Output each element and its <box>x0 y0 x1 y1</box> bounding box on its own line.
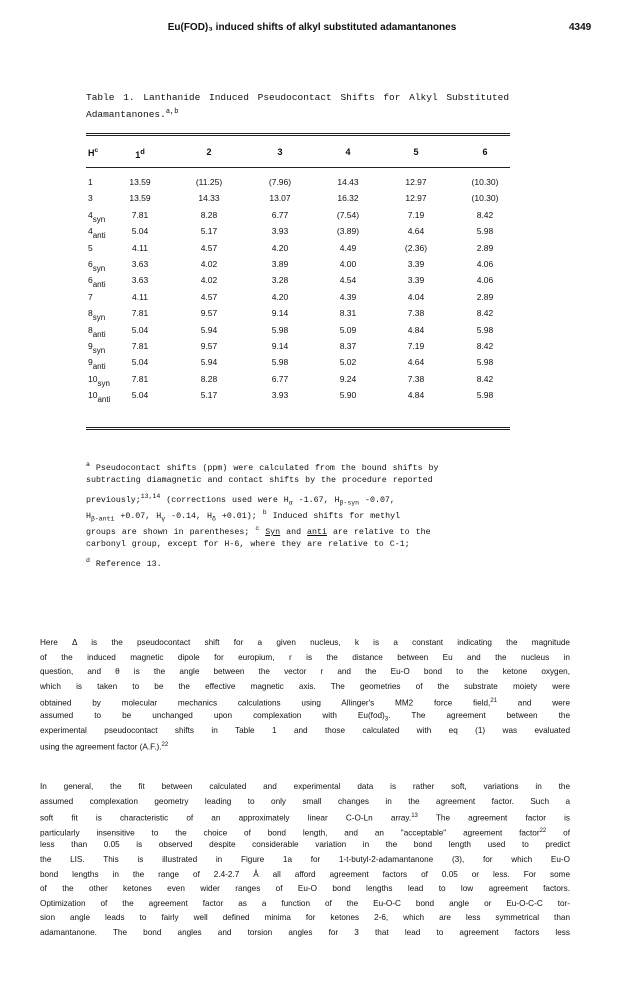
shift-value: 4.39 <box>339 291 357 302</box>
row-proton-label <box>88 324 106 339</box>
table-top-rule-2 <box>86 135 510 136</box>
proton-number: 4 <box>88 226 93 237</box>
text-line: assumed complexation geometry leading to only small changes in the agreement factor. Such a <box>40 796 570 806</box>
shift-value: 3.63 <box>131 275 149 286</box>
footnote-text: Induced shifts for methyl <box>272 511 401 521</box>
footnote-text: previously; <box>86 495 141 505</box>
shift-value: 5.04 <box>131 226 149 237</box>
text-line: sion angle leads to fairly well defined minima for ketones 2-6, which are less symmetrical than <box>40 913 570 923</box>
subscript: β-anti <box>90 515 115 523</box>
shift-value: 5.90 <box>339 390 357 401</box>
reference-marks: 13,14 <box>140 493 161 500</box>
row-proton-label <box>88 209 106 224</box>
shift-value: 4.54 <box>339 275 357 286</box>
footnote-text: and <box>286 527 302 537</box>
proton-number: 10 <box>88 390 98 401</box>
shift-value: 3.28 <box>271 275 289 286</box>
shift-value: 7.81 <box>131 308 149 319</box>
subscript: 3 <box>384 716 389 723</box>
shift-value: 9.57 <box>200 341 218 351</box>
reference-mark: 13 <box>411 813 418 820</box>
proton-number: 7 <box>88 291 93 302</box>
proton-orientation: anti <box>92 329 106 339</box>
body-paragraph-2 <box>40 780 570 941</box>
text-line <box>40 738 570 753</box>
page-number: 4349 <box>569 22 592 33</box>
text-run: particularly insensitive to the choice of bond length, and an "acceptable" agreement factor <box>40 828 540 838</box>
row-proton-label <box>88 292 93 302</box>
footnote-text: -1.67, H <box>298 495 340 505</box>
table-row <box>86 292 510 304</box>
table-footnotes <box>86 457 510 569</box>
column-header-3 <box>255 147 305 157</box>
shift-value: 7.19 <box>407 209 425 220</box>
footnote-text: Reference 13. <box>95 559 162 569</box>
shift-value: 8.37 <box>339 341 357 351</box>
footnote-text: H <box>86 511 91 521</box>
shift-value: 7.19 <box>407 341 425 351</box>
shift-value: 4.64 <box>407 357 425 368</box>
shift-value: 14.43 <box>337 177 359 187</box>
shift-value: 7.81 <box>131 209 149 220</box>
text-line <box>40 809 570 824</box>
shift-value: 4.06 <box>476 259 494 269</box>
footnote-a-line-2: subtracting diamagnetic and contact shifts by the procedure reported <box>86 476 433 485</box>
shift-value: 9.14 <box>271 341 289 351</box>
body-paragraph-1 <box>40 636 570 753</box>
shift-value: 8.42 <box>476 209 494 220</box>
shift-value: 5.98 <box>476 324 494 335</box>
table-header-row <box>86 147 510 159</box>
proton-number: 8 <box>88 308 93 319</box>
footnote-c-mark: c <box>255 525 260 532</box>
shift-value: 16.32 <box>337 193 359 204</box>
column-header-label: 6 <box>482 147 488 157</box>
shift-value: 4.20 <box>271 291 289 302</box>
shift-value: 8.42 <box>476 308 494 319</box>
shift-value: 8.42 <box>476 373 494 384</box>
table-row <box>86 341 510 353</box>
proton-number: 9 <box>88 357 93 368</box>
text-run: assumed to be unchanged upon complexation with Eu(fod) <box>40 710 385 720</box>
shift-value: 4.57 <box>200 291 218 302</box>
proton-orientation: syn <box>92 214 106 224</box>
text-run: The agreement between the <box>411 710 571 720</box>
shift-value: 8.31 <box>339 308 357 319</box>
row-proton-label <box>88 341 106 355</box>
shift-value: 12.97 <box>405 193 427 204</box>
reference-mark: 22 <box>161 742 169 749</box>
table-row <box>86 275 510 290</box>
table-caption <box>86 90 546 122</box>
reference-mark: 21 <box>490 698 497 705</box>
row-proton-label <box>88 177 93 187</box>
table-row <box>86 193 510 205</box>
row-proton-label <box>88 275 106 290</box>
caption-line-2: Adamantanones. <box>86 109 166 121</box>
proton-number: 5 <box>88 242 93 253</box>
row-proton-label <box>88 357 106 372</box>
footnote-text: -0.14, H <box>171 511 212 521</box>
shift-value: 4.64 <box>407 226 425 237</box>
proton-number: 10 <box>88 373 98 384</box>
shift-value: 4.02 <box>200 275 218 286</box>
shift-value: 5.94 <box>200 357 218 368</box>
footnote-text: +0.07, H <box>120 511 162 521</box>
footnote-text: (corrections used were H <box>166 495 289 505</box>
shift-value: (7.54) <box>336 209 360 220</box>
column-header-footnote: d <box>140 147 145 156</box>
proton-number: 1 <box>88 177 93 187</box>
shift-value: 3.39 <box>407 259 425 269</box>
footnote-d-mark: d <box>86 557 90 564</box>
row-proton-label <box>88 308 106 323</box>
table-bottom-rule <box>86 427 510 428</box>
column-header-footnote: c <box>94 147 99 154</box>
footnote-a-mark: a <box>86 461 90 468</box>
table-bottom-rule-2 <box>86 429 510 430</box>
text-line: Here Δ is the pseudocontact shift for a given nucleus, k is a constant indicating the magnitude <box>40 638 570 647</box>
proton-orientation: anti <box>92 280 106 290</box>
table-row <box>86 325 510 337</box>
shift-value: 5.98 <box>271 357 289 368</box>
shift-value: 8.28 <box>200 209 218 220</box>
running-title: Eu(FOD)₃ induced shifts of alkyl substituted adamantanones <box>167 22 457 33</box>
subscript: γ <box>161 515 166 523</box>
text-line: adamantanone. The bond angles and torsion angles for 3 that lead to agreement factors less <box>40 927 570 937</box>
shift-value: 3.63 <box>131 259 149 269</box>
column-header-label: 1 <box>135 150 141 160</box>
shift-value: 5.98 <box>271 324 289 335</box>
shift-value: 7.38 <box>407 373 425 384</box>
shift-value: 5.04 <box>131 357 149 368</box>
proton-number: 3 <box>88 193 93 204</box>
shift-value: 3.89 <box>271 259 289 269</box>
table-row <box>86 210 510 222</box>
proton-orientation: syn <box>97 378 110 388</box>
subscript: δ <box>211 515 216 523</box>
column-header-label: 3 <box>277 147 283 157</box>
table-row <box>86 390 510 405</box>
footnote-text: Syn <box>265 527 281 537</box>
text-run: The agreement factor is <box>435 813 570 823</box>
table-row <box>86 177 510 189</box>
proton-orientation: syn <box>92 313 106 323</box>
footnote-text: carbonyl group, except for H-6, where they are relative to C-1; <box>86 540 410 549</box>
column-header-label: H <box>88 148 95 158</box>
shift-value: 9.57 <box>200 308 218 319</box>
shift-value: 3.39 <box>407 275 425 286</box>
shift-value: 5.98 <box>476 390 494 401</box>
shift-value: (10.30) <box>471 177 499 187</box>
shift-value: 8.28 <box>200 373 218 384</box>
row-proton-label <box>88 259 106 273</box>
proton-number: 6 <box>88 259 93 269</box>
shift-value: 14.33 <box>198 193 220 204</box>
column-header-label: 5 <box>413 147 419 157</box>
text-run: and <box>517 699 532 709</box>
text-line: which is taken to be the effective magnetic axis. The geometries of the substrate moiety were <box>40 681 570 691</box>
shift-value: 4.11 <box>132 242 148 253</box>
footnote-text: +0.01); <box>221 511 257 521</box>
proton-orientation: anti <box>97 395 111 405</box>
text-line: of the induced magnetic dipole for europium, r is the distance between Eu and the nucleus in <box>40 652 570 662</box>
text-run: using the agreement factor (A.F.). <box>40 742 162 752</box>
shift-value: 4.84 <box>407 324 425 335</box>
shift-value: 4.06 <box>476 275 494 286</box>
shift-value: 5.04 <box>131 390 149 401</box>
column-header-4 <box>323 147 373 157</box>
text-line: assumed to be unchanged upon complexation with $Eu(fod)_3$. The agreement between the <box>40 710 571 723</box>
column-header-5 <box>391 147 441 157</box>
text-line: Optimization of the agreement factor as a function of the Eu-O-C bond angle or Eu-O-C-C tor- <box>40 898 570 908</box>
text-run: of <box>563 828 570 838</box>
shift-value: 5.17 <box>200 226 218 237</box>
shift-value: 2.89 <box>476 291 494 302</box>
table-row <box>86 357 510 372</box>
text-line <box>40 694 570 709</box>
shift-value: 4.04 <box>407 291 425 302</box>
shift-value: 3.93 <box>271 226 289 237</box>
caption-footnote-marks: a,b <box>165 108 179 116</box>
text-line: In general, the fit between calculated and experimental data is rather soft, variations in the <box>40 782 570 791</box>
text-line: experimental pseudocontact shifts in Table 1 and those calculated with eq (1) was evaluated <box>40 725 570 735</box>
shift-value: 8.42 <box>476 341 494 351</box>
reference-mark: 22 <box>539 827 547 834</box>
shift-value: 2.89 <box>476 242 494 253</box>
shift-value: 7.81 <box>131 373 149 384</box>
shift-value: 5.02 <box>339 357 357 368</box>
text-line: the LIS. This is illustrated in Figure 1a for 1-t-butyl-2-adamantanone (3), for which Eu-O <box>40 854 570 864</box>
column-header-2 <box>184 147 234 157</box>
row-proton-label <box>88 226 106 241</box>
table-row <box>86 308 510 323</box>
shift-value: 9.14 <box>271 308 289 319</box>
table-row <box>86 243 510 255</box>
footnote-text: are relative to the <box>332 527 431 537</box>
footnote-a-line-1: Pseudocontact shifts (ppm) were calculated from the bound shifts by <box>95 463 439 473</box>
text-line: bond lengths in the range of 2.4-2.7 Å all afford agreement factors of 0.05 or less. For some <box>40 869 570 879</box>
shift-value: 13.59 <box>129 177 151 187</box>
table-row <box>86 374 510 386</box>
shift-value: 5.98 <box>476 357 494 368</box>
table-row <box>86 226 510 241</box>
shift-value: 13.07 <box>269 193 291 204</box>
shift-value: 6.77 <box>271 209 289 220</box>
proton-orientation: syn <box>92 346 106 355</box>
subscript: β-syn <box>339 499 360 507</box>
column-header-0 <box>88 147 98 158</box>
text-run: obtained by molecular mechanics calculations using Allinger's MM2 force field, <box>40 699 491 709</box>
shift-value: 12.97 <box>405 177 427 187</box>
shift-value: 4.02 <box>200 259 218 269</box>
proton-orientation: anti <box>92 362 106 372</box>
shift-value: 3.93 <box>271 390 289 401</box>
footnote-b-mark: b <box>262 509 267 516</box>
proton-number: 6 <box>88 275 93 286</box>
shift-value: (11.25) <box>195 177 223 187</box>
table-header-rule <box>86 167 510 168</box>
shift-value: 5.04 <box>131 324 149 335</box>
proton-number: 8 <box>88 324 93 335</box>
shift-value: (3.89) <box>336 226 360 237</box>
text-line: of the other ketones even wider ranges of Eu-O bond lengths lead to low agreement factors. <box>40 884 570 894</box>
shift-value: 4.11 <box>132 291 148 302</box>
proton-number: 9 <box>88 341 93 351</box>
caption-line-1: Table 1. Lanthanide Induced Pseudocontact Shifts for Alkyl Substituted <box>86 92 510 103</box>
column-header-label: 4 <box>345 147 351 157</box>
row-proton-label <box>88 373 110 388</box>
footnote-text: -0.07, <box>365 495 395 505</box>
column-header-6 <box>460 147 510 157</box>
footnote-text: anti <box>307 527 327 537</box>
shift-value: (7.96) <box>268 177 292 187</box>
shift-value: 7.38 <box>407 308 425 319</box>
column-header-label: 2 <box>206 147 212 157</box>
text-line: less than 0.05 is observed despite considerable variation in the bond length used to predict <box>40 840 570 850</box>
row-proton-label <box>88 390 111 405</box>
proton-number: 4 <box>88 209 93 220</box>
row-proton-label <box>88 243 93 253</box>
shift-value: (10.30) <box>471 193 499 204</box>
subscript: α <box>288 499 293 507</box>
row-proton-label <box>88 193 93 203</box>
shift-value: 5.94 <box>200 324 218 335</box>
footnote-text: groups are shown in parentheses; <box>86 527 250 537</box>
shift-value: 4.84 <box>407 390 425 401</box>
shift-value: 6.77 <box>271 373 289 384</box>
shift-value: (2.36) <box>404 242 428 253</box>
text-line <box>40 824 570 839</box>
proton-orientation: syn <box>92 264 106 273</box>
shift-value: 7.81 <box>131 341 149 351</box>
shift-value: 13.59 <box>129 193 151 204</box>
shift-value: 4.49 <box>339 242 357 253</box>
shift-value: 4.57 <box>200 242 218 253</box>
table-top-rule <box>86 133 510 134</box>
table-row <box>86 259 510 271</box>
shift-value: 4.20 <box>271 242 289 253</box>
shift-value: 4.00 <box>339 259 357 269</box>
column-header-1 <box>115 147 165 160</box>
proton-orientation: anti <box>92 231 106 241</box>
shift-value: 5.09 <box>339 324 357 335</box>
shift-value: 5.17 <box>200 390 218 401</box>
text-run: soft fit is characteristic of an approximately linear C-O-Ln array. <box>40 813 412 823</box>
text-run: were <box>552 699 571 709</box>
shift-value: 9.24 <box>339 373 357 384</box>
text-line: question, and θ is the angle between the vector r and the Eu-O bond to the ketone oxygen, <box>40 667 570 677</box>
shift-value: 5.98 <box>476 226 494 237</box>
